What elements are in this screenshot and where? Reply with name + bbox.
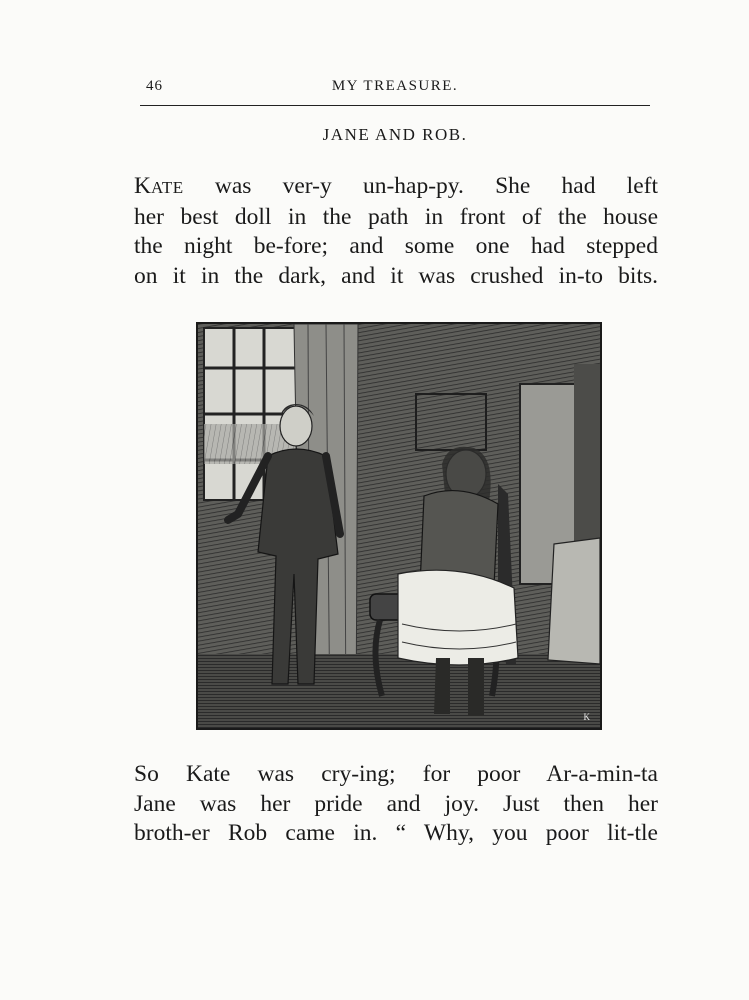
paragraph-2-line-2: Jane was her pride and joy. Just then her bbox=[134, 790, 658, 817]
engraving-illustration bbox=[196, 322, 602, 730]
drop-small-cap-rest: ATE bbox=[150, 178, 184, 197]
engraver-signature: K bbox=[583, 712, 590, 722]
paragraph-2-line-3: broth-er Rob came in. “ Why, you poor lit-tle bbox=[134, 820, 658, 846]
paragraph-1-line-1-text: was ver-y un-hap-py. She had left bbox=[214, 173, 658, 199]
paragraph-2-line-1: So Kate was cry-ing; for poor Ar-a-min-ta bbox=[134, 761, 658, 787]
running-title: MY TREASURE. bbox=[331, 78, 459, 94]
story-title: JANE AND ROB. bbox=[322, 125, 468, 144]
engraving-boy-and-crying-girl-icon bbox=[198, 324, 600, 728]
running-head bbox=[140, 78, 650, 100]
paragraph-1-line-2: her best doll in the path in front of the house bbox=[134, 203, 658, 230]
paragraph-1 bbox=[134, 172, 658, 291]
header-rule bbox=[140, 105, 650, 106]
paragraph-2 bbox=[134, 760, 658, 849]
drop-small-cap-first: K bbox=[134, 173, 151, 199]
paragraph-1-line-3: the night be-fore; and some one had stepped bbox=[134, 233, 658, 259]
page-number: 46 bbox=[146, 78, 163, 94]
paragraph-1-line-1 bbox=[134, 172, 658, 203]
paragraph-1-line-4: on it in the dark, and it was crushed in-to bits. bbox=[134, 262, 658, 289]
